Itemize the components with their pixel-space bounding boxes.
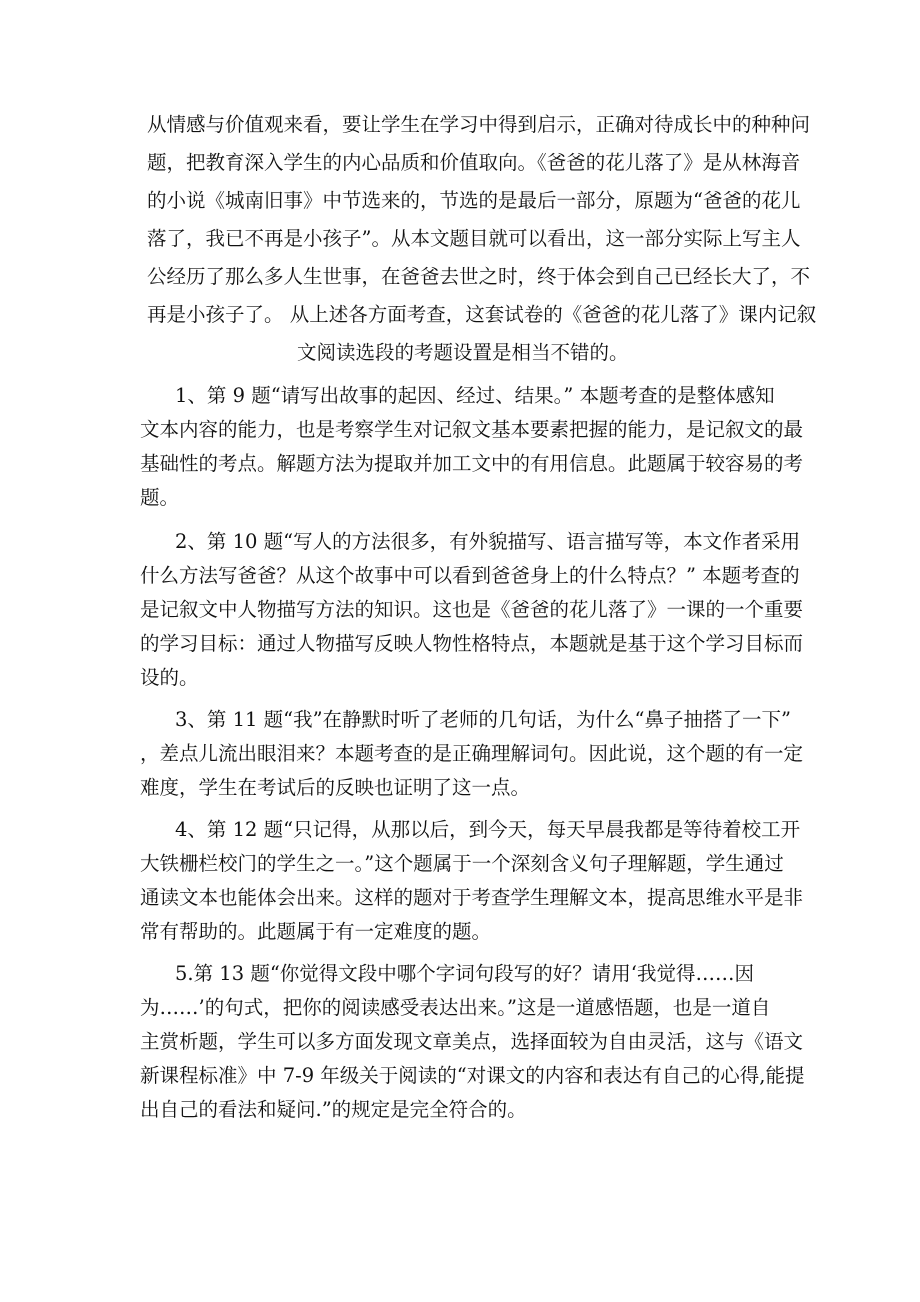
text-line: 再是小孩子了。 从上述各方面考查，这套试卷的《爸爸的花儿落了》课内记叙 <box>147 303 817 326</box>
text-line: 文本内容的能力，也是考察学生对记叙文基本要素把握的能力，是记叙文的最 <box>140 418 804 441</box>
text-line: 5.第 13 题“你觉得文段中哪个字词句段写的好？请用‘我觉得……因 <box>175 962 754 985</box>
text-line: 落了，我已不再是小孩子”。从本文题目就可以看出，这一部分实际上写主人 <box>147 227 801 250</box>
text-line: 的小说《城南旧事》中节选来的，节选的是最后一部分，原题为“爸爸的花儿 <box>147 189 801 212</box>
text-line: 主赏析题，学生可以多方面发现文章美点，选择面较为自由灵活，这与《语文 <box>140 1030 804 1053</box>
text-line: 什么方法写爸爸？从这个故事中可以看到爸爸身上的什么特点？” 本题考查的 <box>140 564 800 587</box>
text-line: 常有帮助的。此题属于有一定难度的题。 <box>140 920 492 943</box>
text-line: 公经历了那么多人生世事，在爸爸去世之时，终于体会到自己已经长大了，不 <box>147 265 811 288</box>
text-line: 题，把教育深入学生的内心品质和价值取向。《爸爸的花儿落了》是从林海音 <box>147 151 801 174</box>
text-line: 4、第 12 题“只记得，从那以后，到今天，每天早晨我都是等待着校工开 <box>175 818 801 841</box>
text-line: 文阅读选段的考题设置是相当不错的。 <box>297 341 629 364</box>
text-line: 题。 <box>140 486 180 509</box>
text-line: 为……’的句式，把你的阅读感受表达出来。”这是一道感悟题，也是一道自 <box>140 996 771 1019</box>
text-line: 的学习目标：通过人物描写反映人物性格特点，本题就是基于这个学习目标而 <box>140 632 804 655</box>
text-line: 难度，学生在考试后的反映也证明了这一点。 <box>140 776 531 799</box>
text-line: 新课程标准》中 7-9 年级关于阅读的“对课文的内容和表达有自己的心得,能提 <box>140 1064 805 1087</box>
text-line: 是记叙文中人物描写方法的知识。这也是《爸爸的花儿落了》一课的一个重要 <box>140 598 804 621</box>
text-line: 1、第 9 题“请写出故事的起因、经过、结果。” 本题考查的是整体感知 <box>175 384 775 407</box>
text-line: 出自己的看法和疑问.”的规定是完全符合的。 <box>140 1098 527 1121</box>
text-line: 大铁栅栏校门的学生之一。”这个题属于一个深刻含义句子理解题，学生通过 <box>140 852 784 875</box>
text-line: ，差点儿流出眼泪来？本题考查的是正确理解词句。因此说，这个题的有一定 <box>140 742 804 765</box>
text-line: 从情感与价值观来看，要让学生在学习中得到启示，正确对待成长中的种种问 <box>147 113 811 136</box>
text-line: 2、第 10 题“写人的方法很多，有外貌描写、语言描写等，本文作者采用 <box>175 530 801 553</box>
text-line: 基础性的考点。解题方法为提取并加工文中的有用信息。此题属于较容易的考 <box>140 452 804 475</box>
text-line: 设的。 <box>140 666 199 689</box>
text-line: 通读文本也能体会出来。这样的题对于考查学生理解文本，提高思维水平是非 <box>140 886 804 909</box>
text-line: 3、第 11 题“我”在静默时听了老师的几句话，为什么“鼻子抽搭了一下” <box>175 708 791 731</box>
